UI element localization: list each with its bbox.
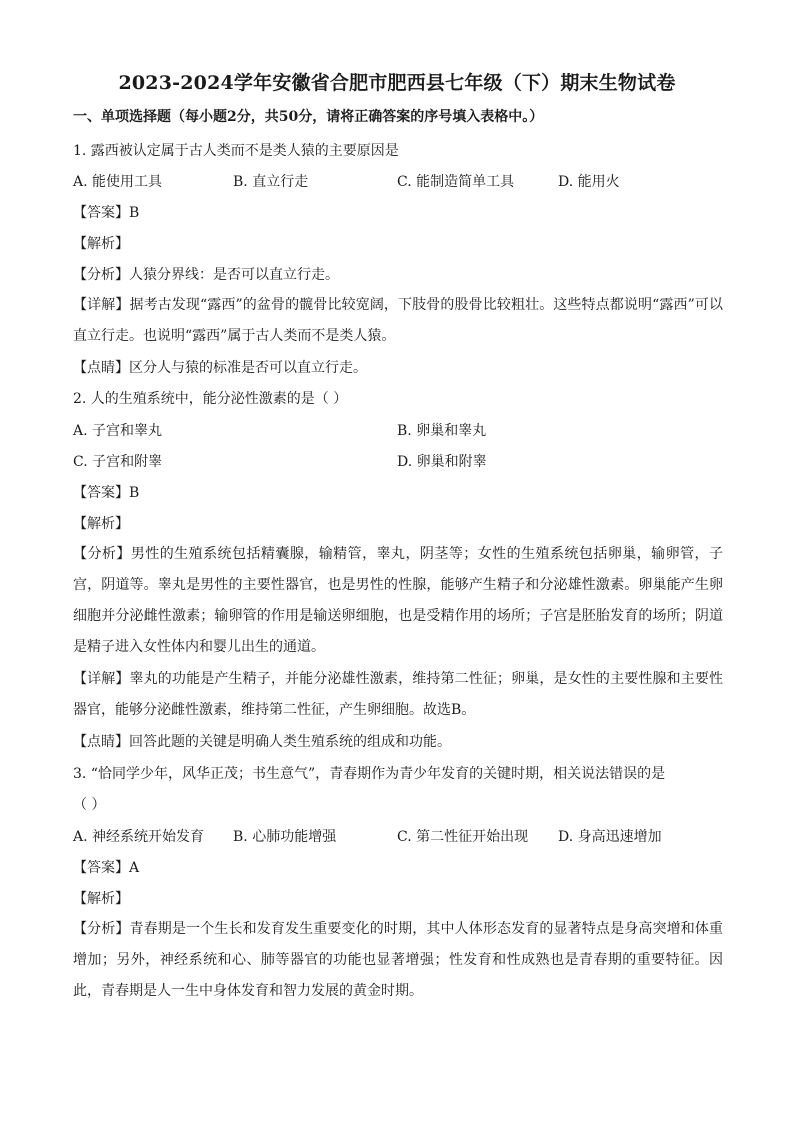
q3-option-b: B. 心肺功能增强 (233, 829, 337, 845)
q3-fenxi: 【分析】青春期是一个生长和发育发生重要变化的时期，其中人体形态发育的显著特点是身高突增和体重增加；另外，神经系统和心、肺等器官的功能也显著增强；性发育和性成熟也是青春期的重要特征。因此，青春期是人一生中身体发育和智力发展的黄金时期。 (73, 921, 723, 999)
q2-answer: 【答案】B (73, 485, 140, 501)
q1-dianjing: 【点睛】区分人与猿的标准是否可以直立行走。 (73, 360, 367, 376)
q2-stem: 2. 人的生殖系统中，能分泌性激素的是（ ） (73, 391, 348, 407)
q3-jiexi: 【解析】 (73, 891, 129, 907)
q3-option-a: A. 神经系统开始发育 (73, 829, 205, 845)
q3-option-d: D. 身高迅速增加 (558, 829, 662, 845)
q1-xiangjie: 【详解】据考古发现“露西”的盆骨的髋骨比较宽阔，下肢骨的股骨比较粗壮。这些特点都说明“露西”可以直立行走。也说明“露西”属于古人类而不是类人猿。 (73, 297, 723, 344)
q1-jiexi: 【解析】 (73, 236, 129, 252)
q1-option-b: B. 直立行走 (233, 174, 309, 190)
q1-fenxi: 【分析】人猿分界线：是否可以直立行走。 (73, 267, 339, 283)
q3-option-c: C. 第二性征开始出现 (397, 829, 529, 845)
q2-jiexi: 【解析】 (73, 516, 129, 532)
q2-option-d: D. 卵巢和附睾 (397, 454, 487, 470)
q3-stem-cont: （ ） (73, 797, 106, 813)
q2-option-c: C. 子宫和附睾 (73, 454, 163, 470)
q2-xiangjie: 【详解】睾丸的功能是产生精子，并能分泌雄性激素，维持第二性征；卵巢，是女性的主要性腺和主要性器官，能够分泌雌性激素，维持第二性征，产生卵细胞。故选B。 (73, 671, 723, 718)
q2-option-b: B. 卵巢和睾丸 (397, 423, 487, 439)
q2-dianjing: 【点睛】回答此题的关键是明确人类生殖系统的组成和功能。 (73, 734, 451, 750)
q2-option-a: A. 子宫和睾丸 (73, 423, 163, 439)
q1-option-c: C. 能制造简单工具 (397, 174, 515, 190)
q1-option-a: A. 能使用工具 (73, 174, 163, 190)
q1-answer: 【答案】B (73, 205, 140, 221)
q2-fenxi: 【分析】男性的生殖系统包括精囊腺，输精管，睾丸，阴茎等；女性的生殖系统包括卵巢，输卵管，子宫，阴道等。睾丸是男性的主要性器官，也是男性的性腺，能够产生精子和分泌雄性激素。卵巢能产生卵细胞并分泌雌性激素；输卵管的作用是输送卵细胞，也是受精作用的场所；子宫是胚胎发育的场所；阴道是精子进入女性体内和婴儿出生的通道。 (73, 546, 723, 655)
q1-stem: 1. 露西被认定属于古人类而不是类人猿的主要原因是 (73, 143, 399, 159)
section-heading: 一、单项选择题（每小题2分，共50分，请将正确答案的序号填入表格中。） (73, 109, 544, 125)
q3-answer: 【答案】A (73, 860, 140, 876)
q1-option-d: D. 能用火 (558, 174, 620, 190)
page-title: 2023-2024学年安徽省合肥市肥西县七年级（下）期末生物试卷 (118, 72, 676, 94)
q3-stem: 3. “恰同学少年，风华正茂；书生意气”，青春期作为青少年发育的关键时期，相关说法错误的是 (73, 766, 666, 782)
